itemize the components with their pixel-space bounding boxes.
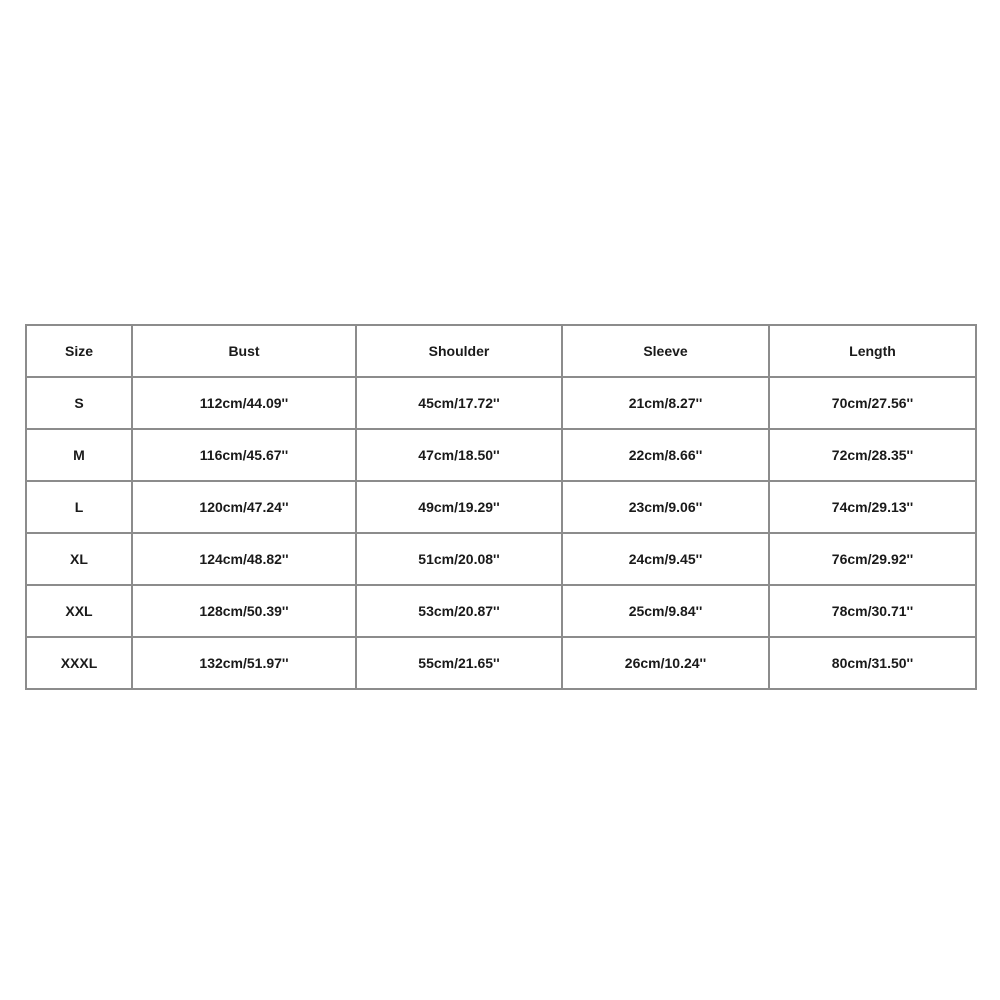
bust-cell: 116cm/45.67'' <box>132 429 356 481</box>
header-row <box>26 325 976 377</box>
shoulder-cell: 45cm/17.72'' <box>356 377 562 429</box>
length-cell: 76cm/29.92'' <box>769 533 976 585</box>
length-cell: 72cm/28.35'' <box>769 429 976 481</box>
header-sleeve: Sleeve <box>562 325 769 377</box>
bust-cell: 112cm/44.09'' <box>132 377 356 429</box>
table-row <box>26 533 976 585</box>
size-cell: L <box>26 481 132 533</box>
size-cell: XXL <box>26 585 132 637</box>
length-cell: 70cm/27.56'' <box>769 377 976 429</box>
header-bust: Bust <box>132 325 356 377</box>
header-size: Size <box>26 325 132 377</box>
shoulder-cell: 49cm/19.29'' <box>356 481 562 533</box>
sleeve-cell: 21cm/8.27'' <box>562 377 769 429</box>
shoulder-cell: 47cm/18.50'' <box>356 429 562 481</box>
sleeve-cell: 25cm/9.84'' <box>562 585 769 637</box>
size-cell: M <box>26 429 132 481</box>
shoulder-cell: 51cm/20.08'' <box>356 533 562 585</box>
shoulder-cell: 53cm/20.87'' <box>356 585 562 637</box>
sleeve-cell: 26cm/10.24'' <box>562 637 769 689</box>
size-cell: XL <box>26 533 132 585</box>
sleeve-cell: 23cm/9.06'' <box>562 481 769 533</box>
header-length: Length <box>769 325 976 377</box>
header-shoulder: Shoulder <box>356 325 562 377</box>
shoulder-cell: 55cm/21.65'' <box>356 637 562 689</box>
table-row <box>26 429 976 481</box>
size-cell: S <box>26 377 132 429</box>
table-row <box>26 637 976 689</box>
size-chart-table <box>25 324 977 690</box>
bust-cell: 132cm/51.97'' <box>132 637 356 689</box>
table-row <box>26 377 976 429</box>
size-cell: XXXL <box>26 637 132 689</box>
length-cell: 78cm/30.71'' <box>769 585 976 637</box>
bust-cell: 128cm/50.39'' <box>132 585 356 637</box>
table-row <box>26 585 976 637</box>
sleeve-cell: 22cm/8.66'' <box>562 429 769 481</box>
table-row <box>26 481 976 533</box>
length-cell: 80cm/31.50'' <box>769 637 976 689</box>
sleeve-cell: 24cm/9.45'' <box>562 533 769 585</box>
bust-cell: 120cm/47.24'' <box>132 481 356 533</box>
bust-cell: 124cm/48.82'' <box>132 533 356 585</box>
length-cell: 74cm/29.13'' <box>769 481 976 533</box>
